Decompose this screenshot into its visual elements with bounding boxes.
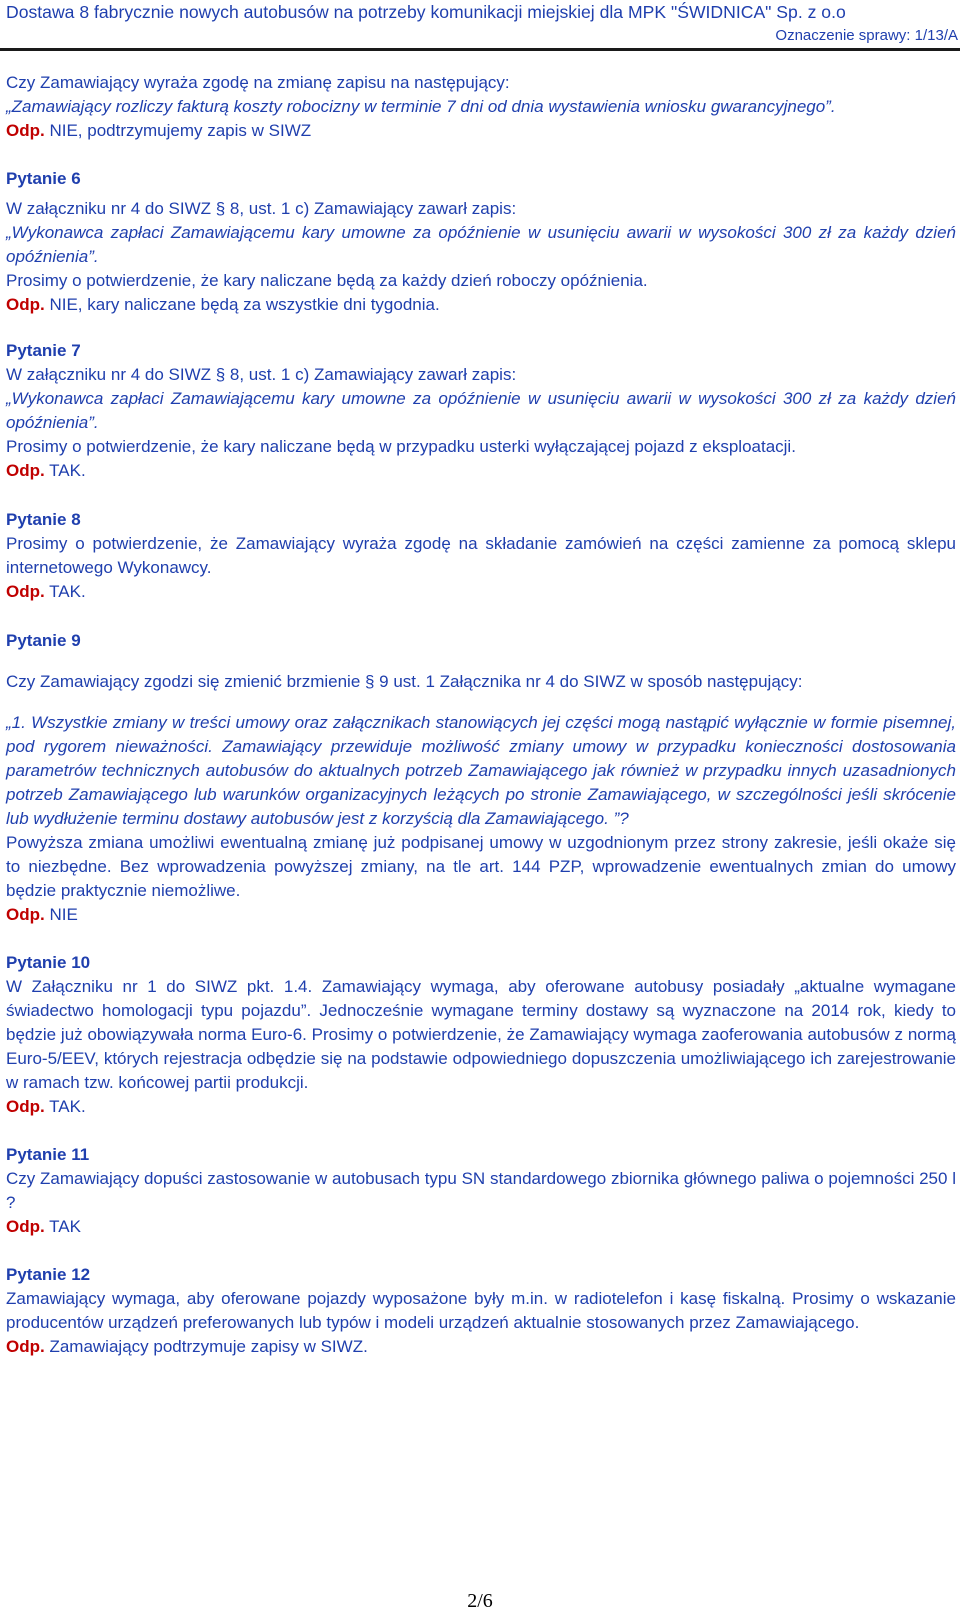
question-9-answer <box>6 903 956 927</box>
answer-text: TAK <box>49 1217 81 1236</box>
question-10-text: W Załączniku nr 1 do SIWZ pkt. 1.4. Zamawiający wymaga, aby oferowane autobusy posiadały „aktualne wymagane świadectwo homologacji typu pojazdu”. Jednocześnie wymagane terminy dostawy są wyznaczone na 2014 rok, kiedy to będzie już obowiązywała norma Euro-6. Prosimy o potwierdzenie, że Zamawiający wymaga zaoferowania autobusów z normą Euro-5/EEV, których rejestracja odbędzie się na podstawie odpowiedniego dopuszczenia umożliwiającego ich zarejestrowanie w ramach tzw. końcowej partii produkcji. <box>6 977 956 1092</box>
header-divider <box>0 48 960 51</box>
question-6-lead: W załączniku nr 4 do SIWZ § 8, ust. 1 c) Zamawiający zawarł zapis: <box>6 199 517 218</box>
document-body <box>6 71 956 1359</box>
answer-text: NIE <box>49 905 78 924</box>
answer-text: Zamawiający podtrzymuje zapisy w SIWZ. <box>49 1337 368 1356</box>
answer-label: Odp. <box>6 1337 45 1356</box>
case-reference: Oznaczenie sprawy: 1/13/A <box>775 27 958 44</box>
page-number: 2/6 <box>467 1590 493 1612</box>
question-6-quote: „Wykonawca zapłaci Zamawiającemu kary umowne za opóźnienie w usunięciu awarii w wysokości 300 zł za każdy dzień opóźnienia”. <box>6 223 956 266</box>
question-7-text: Prosimy o potwierdzenie, że kary naliczane będą w przypadku usterki wyłączającej pojazd z eksploatacji. <box>6 437 796 456</box>
page-header <box>0 0 960 52</box>
answer-text: NIE, kary naliczane będą za wszystkie dni tygodnia. <box>49 295 440 314</box>
question-8-title: Pytanie 8 <box>6 510 81 529</box>
question-11-title: Pytanie 11 <box>6 1145 90 1164</box>
question-10-title: Pytanie 10 <box>6 953 91 972</box>
question-11-text: Czy Zamawiający dopuści zastosowanie w autobusach typu SN standardowego zbiornika głównego paliwa o pojemności 250 l ? <box>6 1169 956 1212</box>
question-12-title: Pytanie 12 <box>6 1265 91 1284</box>
question-6-answer <box>6 293 956 317</box>
question-12-text: Zamawiający wymaga, aby oferowane pojazdy wyposażone były m.in. w radiotelefon i kasę fiskalną. Prosimy o wskazanie producentów urządzeń preferowanych lub typów i modeli urządzeń aktualnie stosowanych przez Zamawiającego. <box>6 1289 956 1332</box>
question-11-answer <box>6 1215 956 1239</box>
intro-answer <box>6 119 956 143</box>
question-7-lead: W załączniku nr 4 do SIWZ § 8, ust. 1 c) Zamawiający zawarł zapis: <box>6 365 517 384</box>
answer-label: Odp. <box>6 121 45 140</box>
answer-label: Odp. <box>6 461 45 480</box>
answer-label: Odp. <box>6 1097 45 1116</box>
question-9-title: Pytanie 9 <box>6 631 81 650</box>
answer-text: TAK. <box>49 1097 86 1116</box>
question-7-quote: „Wykonawca zapłaci Zamawiającemu kary umowne za opóźnienie w usunięciu awarii w wysokości 300 zł za każdy dzień opóźnienia”. <box>6 389 956 432</box>
question-9-text-2: Powyższa zmiana umożliwi ewentualną zmianę już podpisanej umowy w uzgodnionym przez strony zakresie, jeśli okaże się to niezbędne. Bez wprowadzenia powyższej zmiany, na tle art. 144 PZP, wprowadzenie ewentualnych zmian do umowy będzie praktycznie niemożliwe. <box>6 833 956 900</box>
document-title: Dostawa 8 fabrycznie nowych autobusów na potrzeby komunikacji miejskiej dla MPK "ŚWIDNICA" Sp. z o.o <box>6 2 846 22</box>
question-10-answer <box>6 1095 956 1119</box>
question-8-answer <box>6 580 956 604</box>
question-9-text: Czy Zamawiający zgodzi się zmienić brzmienie § 9 ust. 1 Załącznika nr 4 do SIWZ w sposób następujący: <box>6 672 803 691</box>
answer-text: TAK. <box>49 461 86 480</box>
question-9-quote: „1. Wszystkie zmiany w treści umowy oraz załącznikach stanowiących jej części mogą nastąpić wyłącznie w formie pisemnej, pod rygorem nieważności. Zamawiający przewiduje możliwość zmiany umowy w przypadku konieczności dostosowania parametrów technicznych autobusów do aktualnych potrzeb Zamawiającego jak również w przypadku innych uzasadnionych potrzeb Zamawiającego lub warunków organizacyjnych leżących po stronie Zamawiającego, w szczególności jeśli skrócenie lub wydłużenie terminu dostawy autobusów jest z korzyścią dla Zamawiającego. ”? <box>6 713 956 828</box>
answer-text: TAK. <box>49 582 86 601</box>
answer-text: NIE, podtrzymujemy zapis w SIWZ <box>49 121 312 140</box>
answer-label: Odp. <box>6 582 45 601</box>
question-6-title: Pytanie 6 <box>6 169 81 188</box>
intro-quote: „Zamawiający rozliczy fakturą koszty robocizny w terminie 7 dni od dnia wystawienia wniosku gwarancyjnego”. <box>6 97 836 116</box>
intro-question: Czy Zamawiający wyraża zgodę na zmianę zapisu na następujący: <box>6 73 510 92</box>
question-7-answer <box>6 459 956 483</box>
question-8-text: Prosimy o potwierdzenie, że Zamawiający wyraża zgodę na składanie zamówień na części zamienne za pomocą sklepu internetowego Wykonawcy. <box>6 534 956 577</box>
answer-label: Odp. <box>6 1217 45 1236</box>
question-6-text: Prosimy o potwierdzenie, że kary naliczane będą za każdy dzień roboczy opóźnienia. <box>6 271 648 290</box>
question-12-answer <box>6 1335 956 1359</box>
answer-label: Odp. <box>6 905 45 924</box>
question-7-title: Pytanie 7 <box>6 341 81 360</box>
answer-label: Odp. <box>6 295 45 314</box>
